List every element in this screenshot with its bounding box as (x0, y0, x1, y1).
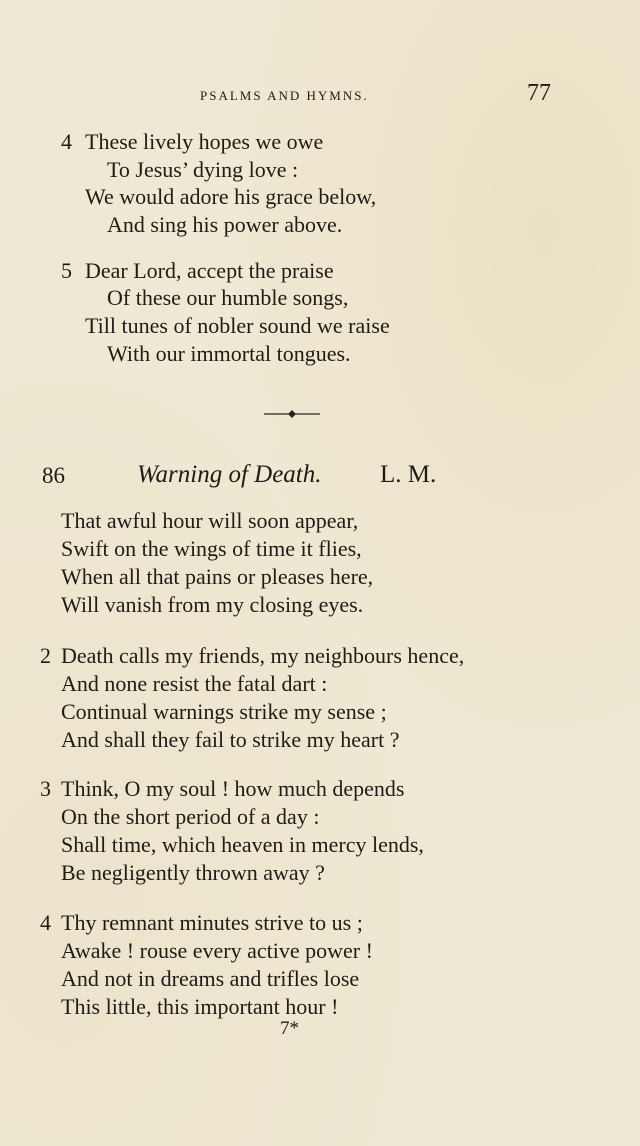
hymn-number: 86 (42, 463, 65, 488)
verse-line: Swift on the wings of time it flies, (61, 536, 362, 561)
stanza-number: 5 (61, 258, 72, 283)
verse-line: Will vanish from my closing eyes. (61, 592, 364, 617)
ornament-divider (264, 408, 320, 420)
verse-line: To Jesus’ dying love : (107, 157, 299, 182)
verse-line: This little, this important hour ! (61, 994, 339, 1019)
verse-line: Dear Lord, accept the praise (85, 258, 334, 283)
verse-line: Be negligently thrown away ? (61, 860, 325, 885)
verse-line: These lively hopes we owe (85, 129, 324, 154)
verse-line: And none resist the fatal dart : (61, 671, 328, 696)
verse-line: We would adore his grace below, (85, 184, 377, 209)
verse-line: On the short period of a day : (61, 804, 320, 829)
verse-line: Shall time, which heaven in mercy lends, (61, 832, 424, 857)
verse-line: Death calls my friends, my neighbours hence, (61, 643, 465, 668)
stanza-number: 4 (61, 129, 72, 154)
stanza-number: 4 (40, 910, 51, 935)
verse-line: Thy remnant minutes strive to us ; (61, 910, 363, 935)
hymn-title: Warning of Death. (137, 461, 322, 488)
verse-line: Think, O my soul ! how much depends (61, 776, 405, 801)
verse-line: With our immortal tongues. (107, 341, 351, 366)
hymn-meter: L. M. (380, 461, 437, 488)
verse-line: Awake ! rouse every active power ! (61, 938, 373, 963)
verse-line: That awful hour will soon appear, (61, 508, 359, 533)
verse-line: When all that pains or pleases here, (61, 564, 374, 589)
signature-mark: 7* (280, 1018, 299, 1039)
page-number: 77 (527, 80, 551, 106)
verse-line: And not in dreams and trifles lose (61, 966, 360, 991)
running-title: PSALMS AND HYMNS. (200, 88, 369, 103)
stanza-number: 3 (40, 776, 51, 801)
stanza-number: 2 (40, 643, 51, 668)
verse-line: And shall they fail to strike my heart ? (61, 727, 400, 752)
verse-line: Continual warnings strike my sense ; (61, 699, 387, 724)
verse-line: Of these our humble songs, (107, 285, 349, 310)
verse-line: And sing his power above. (107, 212, 343, 237)
verse-line: Till tunes of nobler sound we raise (85, 313, 390, 338)
